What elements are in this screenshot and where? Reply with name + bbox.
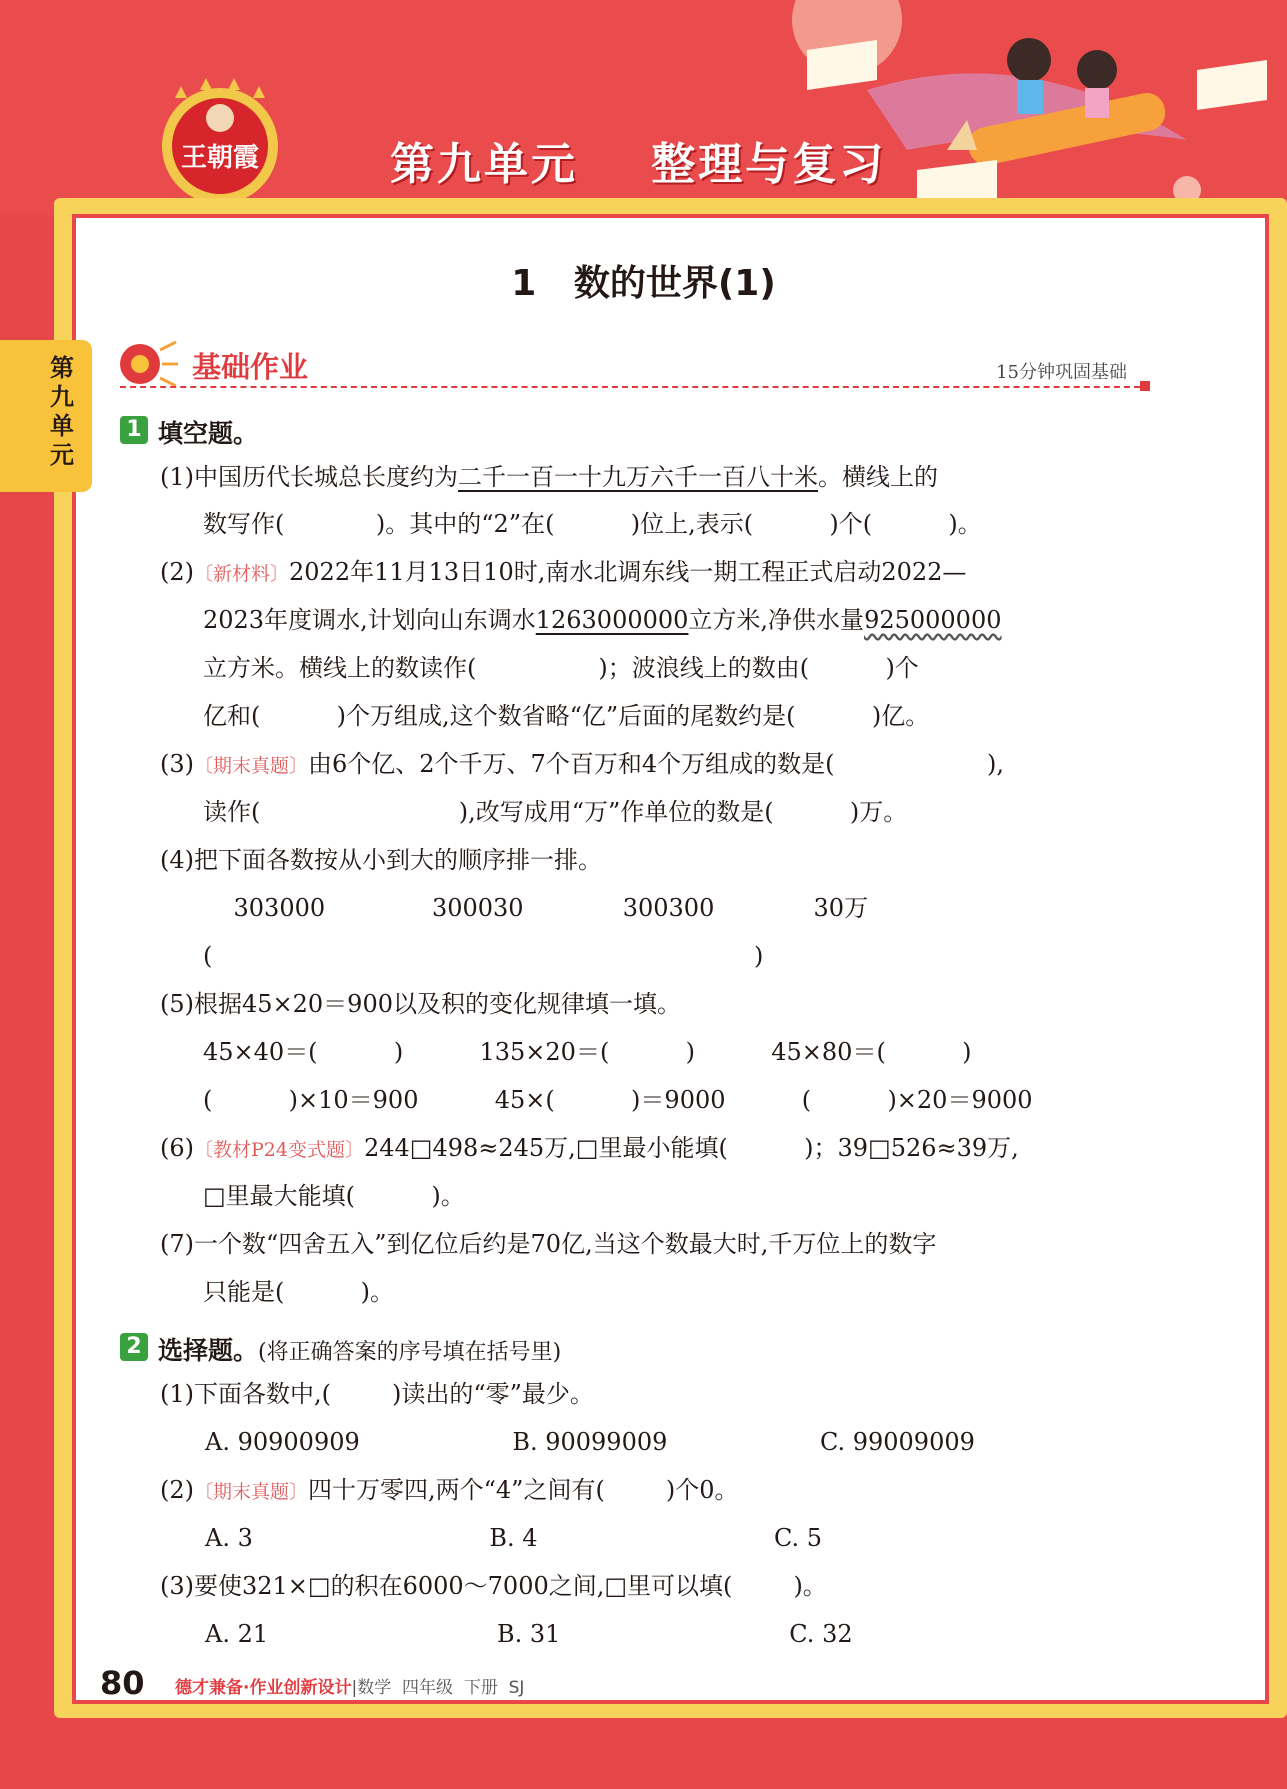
badge-brand-text: 王朝霞 — [180, 143, 260, 173]
q2-option-line: A. 90900909 B. 90099009 C. 99009009 — [205, 1428, 975, 1456]
underlined-number: 1263000000 — [535, 606, 689, 634]
wavy-underlined-number: 925000000 — [864, 606, 1002, 634]
q1-line: 数写作( )。其中的“2”在( )位上,表示( )个( )。 — [203, 510, 982, 538]
q1-line: 45×40＝( ) 135×20＝( ) 45×80＝( ) — [203, 1038, 972, 1066]
q1-line: (2)〔新材料〕2022年11月13日10时,南水北调东线一期工程正式启动2022— — [160, 558, 967, 586]
q1-line: ( ) — [203, 942, 764, 970]
section-title: 基础作业 — [192, 350, 309, 384]
source-tag: 〔教材P24变式题〕 — [194, 1139, 364, 1161]
unit-banner — [0, 0, 1287, 215]
q1-line: (5)根据45×20＝900以及积的变化规律填一填。 — [160, 990, 681, 1018]
source-tag: 〔期末真题〕 — [194, 755, 309, 777]
section-note: 15分钟巩固基础 — [996, 362, 1127, 383]
q1-line: ( )×10＝900 45×( )＝9000 ( )×20＝9000 — [203, 1086, 1033, 1114]
unit-title: 第九单元 整理与复习 — [390, 139, 887, 190]
section-divider-end — [1140, 381, 1150, 391]
q1-line: □里最大能填( )。 — [203, 1182, 465, 1210]
side-unit-tab-label: 第九单元 — [50, 354, 74, 469]
q2-option-line: A. 3 B. 4 C. 5 — [205, 1524, 823, 1552]
footer-series: 德才兼备·作业创新设计|数学 四年级 下册 SJ — [175, 1678, 525, 1698]
q1-line: (6)〔教材P24变式题〕244□498≈245万,□里最小能填( )；39□526≈39万, — [160, 1134, 1019, 1162]
source-tag: 〔新材料〕 — [194, 563, 290, 585]
brand-badge — [155, 78, 285, 208]
q1-line: 亿和( )个万组成,这个数省略“亿”后面的尾数约是( )亿。 — [203, 702, 930, 730]
side-unit-tab — [0, 340, 92, 492]
q1-line: (1)中国历代长城总长度约为二千一百一十九万六千一百八十米。横线上的 — [160, 463, 938, 491]
question-subtitle-2: (将正确答案的序号填在括号里) — [258, 1340, 562, 1365]
q1-line: 303000 300030 300300 30万 — [203, 894, 869, 922]
q1-line: (3)〔期末真题〕由6个亿、2个千万、7个百万和4个万组成的数是( ), — [160, 750, 1005, 778]
q1-line: 立方米。横线上的数读作( )；波浪线上的数由( )个 — [203, 654, 919, 682]
section-divider — [120, 386, 1150, 388]
lesson-title: 1 数的世界(1) — [511, 263, 776, 304]
question-title-2: 选择题。(将正确答案的序号填在括号里) — [158, 1336, 562, 1365]
question-number-1: 1 — [120, 416, 148, 444]
q2-line: (2)〔期末真题〕四十万零四,两个“4”之间有( )个0。 — [160, 1476, 739, 1504]
question-title-1: 填空题。 — [158, 419, 259, 448]
q1-line: (4)把下面各数按从小到大的顺序排一排。 — [160, 846, 602, 874]
question-number-2: 2 — [120, 1333, 148, 1361]
q1-line: 读作( ),改写成用“万”作单位的数是( )万。 — [203, 798, 908, 826]
q1-line: (7)一个数“四舍五入”到亿位后约是70亿,当这个数最大时,千万位上的数字 — [160, 1230, 937, 1258]
q2-option-line: A. 21 B. 31 C. 32 — [205, 1620, 853, 1648]
megaphone-icon — [118, 338, 180, 390]
source-tag: 〔期末真题〕 — [194, 1481, 309, 1503]
q1-line: 只能是( )。 — [203, 1278, 395, 1306]
q1-line: 2023年度调水,计划向山东调水1263000000立方米,净供水量925000000 — [203, 606, 1002, 634]
page-number: 80 — [100, 1664, 145, 1702]
q2-line: (1)下面各数中,( )读出的“零”最少。 — [160, 1380, 594, 1408]
q2-line: (3)要使321×□的积在6000～7000之间,□里可以填( )。 — [160, 1572, 827, 1600]
underlined-number-words: 二千一百一十九万六千一百八十米 — [458, 463, 818, 491]
